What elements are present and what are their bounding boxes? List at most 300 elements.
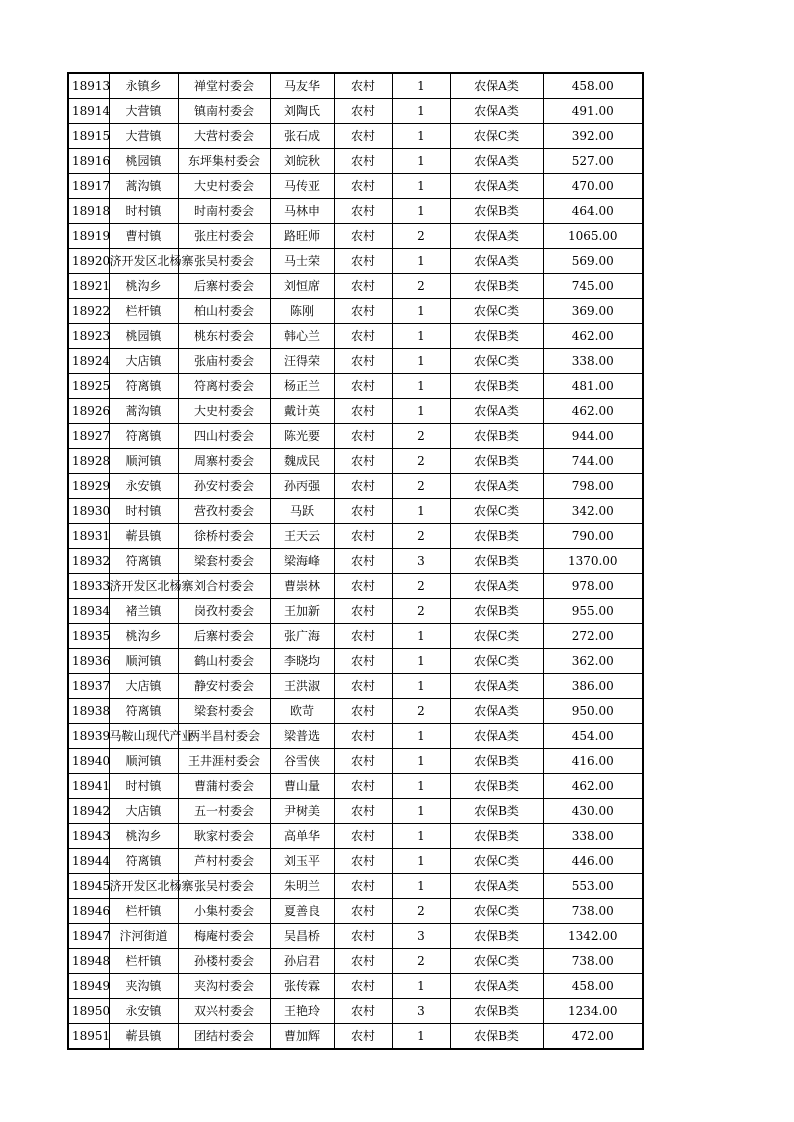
insurance-category-cell: 农保A类	[450, 674, 543, 699]
household-count-cell: 1	[392, 674, 450, 699]
town-cell: 济开发区北杨寨	[109, 874, 178, 899]
village-committee-cell: 芦村村委会	[178, 849, 270, 874]
name-cell: 王天云	[270, 524, 334, 549]
village-committee-cell: 徐桥村委会	[178, 524, 270, 549]
household-count-cell: 1	[392, 174, 450, 199]
household-count-cell: 1	[392, 249, 450, 274]
area-type-cell: 农村	[334, 149, 392, 174]
village-committee-cell: 岗孜村委会	[178, 599, 270, 624]
insurance-category-cell: 农保C类	[450, 349, 543, 374]
name-cell: 马林申	[270, 199, 334, 224]
table-row	[68, 149, 643, 174]
table-row	[68, 374, 643, 399]
name-cell: 王加新	[270, 599, 334, 624]
table-row	[68, 924, 643, 949]
table-row	[68, 899, 643, 924]
record-id-cell: 18942	[68, 799, 109, 824]
table-row	[68, 99, 643, 124]
table-row	[68, 499, 643, 524]
insurance-category-cell: 农保A类	[450, 974, 543, 999]
record-id-cell: 18915	[68, 124, 109, 149]
name-cell: 戴计英	[270, 399, 334, 424]
table-row	[68, 199, 643, 224]
amount-cell: 446.00	[543, 849, 643, 874]
record-id-cell: 18938	[68, 699, 109, 724]
household-count-cell: 1	[392, 399, 450, 424]
table-row	[68, 699, 643, 724]
name-cell: 陈刚	[270, 299, 334, 324]
insurance-category-cell: 农保B类	[450, 999, 543, 1024]
household-count-cell: 2	[392, 699, 450, 724]
town-cell: 济开发区北杨寨	[109, 249, 178, 274]
insurance-category-cell: 农保C类	[450, 624, 543, 649]
amount-cell: 491.00	[543, 99, 643, 124]
amount-cell: 944.00	[543, 424, 643, 449]
table-row	[68, 849, 643, 874]
town-cell: 桃沟乡	[109, 624, 178, 649]
area-type-cell: 农村	[334, 549, 392, 574]
record-id-cell: 18935	[68, 624, 109, 649]
area-type-cell: 农村	[334, 399, 392, 424]
household-count-cell: 1	[392, 73, 450, 99]
village-committee-cell: 柏山村委会	[178, 299, 270, 324]
record-id-cell: 18934	[68, 599, 109, 624]
record-id-cell: 18926	[68, 399, 109, 424]
area-type-cell: 农村	[334, 774, 392, 799]
village-committee-cell: 镇南村委会	[178, 99, 270, 124]
record-id-cell: 18937	[68, 674, 109, 699]
table-row	[68, 73, 643, 99]
town-cell: 桃园镇	[109, 149, 178, 174]
name-cell: 魏成民	[270, 449, 334, 474]
insurance-category-cell: 农保A类	[450, 724, 543, 749]
name-cell: 刘恒席	[270, 274, 334, 299]
table-row	[68, 649, 643, 674]
household-count-cell: 3	[392, 549, 450, 574]
amount-cell: 1370.00	[543, 549, 643, 574]
household-count-cell: 1	[392, 324, 450, 349]
amount-cell: 738.00	[543, 949, 643, 974]
area-type-cell: 农村	[334, 649, 392, 674]
amount-cell: 569.00	[543, 249, 643, 274]
insurance-category-cell: 农保B类	[450, 524, 543, 549]
insurance-category-cell: 农保B类	[450, 799, 543, 824]
area-type-cell: 农村	[334, 899, 392, 924]
name-cell: 杨正兰	[270, 374, 334, 399]
area-type-cell: 农村	[334, 924, 392, 949]
area-type-cell: 农村	[334, 174, 392, 199]
village-committee-cell: 两半昌村委会	[178, 724, 270, 749]
household-count-cell: 2	[392, 474, 450, 499]
insurance-category-cell: 农保A类	[450, 73, 543, 99]
table-row	[68, 249, 643, 274]
amount-cell: 790.00	[543, 524, 643, 549]
name-cell: 欧苛	[270, 699, 334, 724]
record-id-cell: 18913	[68, 73, 109, 99]
household-count-cell: 1	[392, 824, 450, 849]
name-cell: 马士荣	[270, 249, 334, 274]
name-cell: 张石成	[270, 124, 334, 149]
area-type-cell: 农村	[334, 224, 392, 249]
record-id-cell: 18917	[68, 174, 109, 199]
amount-cell: 553.00	[543, 874, 643, 899]
table-row	[68, 574, 643, 599]
town-cell: 马鞍山现代产业	[109, 724, 178, 749]
record-id-cell: 18924	[68, 349, 109, 374]
amount-cell: 458.00	[543, 974, 643, 999]
name-cell: 张传霖	[270, 974, 334, 999]
table-row	[68, 599, 643, 624]
village-committee-cell: 静安村委会	[178, 674, 270, 699]
village-committee-cell: 大史村委会	[178, 399, 270, 424]
table-body	[68, 73, 643, 1049]
amount-cell: 362.00	[543, 649, 643, 674]
amount-cell: 798.00	[543, 474, 643, 499]
village-committee-cell: 时南村委会	[178, 199, 270, 224]
area-type-cell: 农村	[334, 974, 392, 999]
amount-cell: 1234.00	[543, 999, 643, 1024]
area-type-cell: 农村	[334, 274, 392, 299]
record-id-cell: 18921	[68, 274, 109, 299]
household-count-cell: 1	[392, 149, 450, 174]
household-count-cell: 1	[392, 974, 450, 999]
name-cell: 梁普选	[270, 724, 334, 749]
name-cell: 马传亚	[270, 174, 334, 199]
household-count-cell: 1	[392, 874, 450, 899]
household-count-cell: 2	[392, 899, 450, 924]
town-cell: 蒿沟镇	[109, 174, 178, 199]
name-cell: 韩心兰	[270, 324, 334, 349]
insurance-category-cell: 农保B类	[450, 549, 543, 574]
area-type-cell: 农村	[334, 299, 392, 324]
amount-cell: 527.00	[543, 149, 643, 174]
name-cell: 马友华	[270, 73, 334, 99]
amount-cell: 472.00	[543, 1024, 643, 1050]
town-cell: 永安镇	[109, 474, 178, 499]
record-id-cell: 18943	[68, 824, 109, 849]
amount-cell: 272.00	[543, 624, 643, 649]
record-id-cell: 18947	[68, 924, 109, 949]
village-committee-cell: 王井涯村委会	[178, 749, 270, 774]
amount-cell: 955.00	[543, 599, 643, 624]
area-type-cell: 农村	[334, 724, 392, 749]
area-type-cell: 农村	[334, 524, 392, 549]
town-cell: 蒿沟镇	[109, 399, 178, 424]
amount-cell: 454.00	[543, 724, 643, 749]
record-id-cell: 18930	[68, 499, 109, 524]
record-id-cell: 18922	[68, 299, 109, 324]
town-cell: 顺河镇	[109, 749, 178, 774]
area-type-cell: 农村	[334, 99, 392, 124]
town-cell: 济开发区北杨寨	[109, 574, 178, 599]
village-committee-cell: 团结村委会	[178, 1024, 270, 1050]
amount-cell: 386.00	[543, 674, 643, 699]
amount-cell: 392.00	[543, 124, 643, 149]
table-row	[68, 674, 643, 699]
town-cell: 大营镇	[109, 99, 178, 124]
amount-cell: 462.00	[543, 774, 643, 799]
record-id-cell: 18946	[68, 899, 109, 924]
table-row	[68, 724, 643, 749]
name-cell: 夏善良	[270, 899, 334, 924]
table-row	[68, 774, 643, 799]
town-cell: 栏杆镇	[109, 299, 178, 324]
table-row	[68, 274, 643, 299]
town-cell: 大店镇	[109, 799, 178, 824]
insurance-category-cell: 农保B类	[450, 374, 543, 399]
record-id-cell: 18916	[68, 149, 109, 174]
table-row	[68, 824, 643, 849]
town-cell: 夹沟镇	[109, 974, 178, 999]
amount-cell: 369.00	[543, 299, 643, 324]
village-committee-cell: 四山村委会	[178, 424, 270, 449]
town-cell: 符离镇	[109, 374, 178, 399]
area-type-cell: 农村	[334, 624, 392, 649]
area-type-cell: 农村	[334, 349, 392, 374]
village-committee-cell: 梅庵村委会	[178, 924, 270, 949]
table-row	[68, 974, 643, 999]
village-committee-cell: 周寨村委会	[178, 449, 270, 474]
table-row	[68, 949, 643, 974]
insurance-category-cell: 农保A类	[450, 474, 543, 499]
town-cell: 时村镇	[109, 499, 178, 524]
area-type-cell: 农村	[334, 474, 392, 499]
town-cell: 符离镇	[109, 549, 178, 574]
insurance-category-cell: 农保A类	[450, 249, 543, 274]
table-row	[68, 749, 643, 774]
village-committee-cell: 孙楼村委会	[178, 949, 270, 974]
amount-cell: 481.00	[543, 374, 643, 399]
household-count-cell: 1	[392, 374, 450, 399]
name-cell: 刘玉平	[270, 849, 334, 874]
area-type-cell: 农村	[334, 374, 392, 399]
amount-cell: 1342.00	[543, 924, 643, 949]
record-id-cell: 18936	[68, 649, 109, 674]
village-committee-cell: 孙安村委会	[178, 474, 270, 499]
household-count-cell: 1	[392, 749, 450, 774]
record-id-cell: 18948	[68, 949, 109, 974]
household-count-cell: 1	[392, 649, 450, 674]
area-type-cell: 农村	[334, 249, 392, 274]
area-type-cell: 农村	[334, 749, 392, 774]
area-type-cell: 农村	[334, 324, 392, 349]
record-id-cell: 18932	[68, 549, 109, 574]
town-cell: 桃园镇	[109, 324, 178, 349]
name-cell: 马跃	[270, 499, 334, 524]
household-count-cell: 1	[392, 724, 450, 749]
town-cell: 褚兰镇	[109, 599, 178, 624]
insurance-category-cell: 农保B类	[450, 749, 543, 774]
record-id-cell: 18950	[68, 999, 109, 1024]
household-count-cell: 2	[392, 599, 450, 624]
area-type-cell: 农村	[334, 949, 392, 974]
town-cell: 桃沟乡	[109, 824, 178, 849]
insurance-category-cell: 农保A类	[450, 699, 543, 724]
amount-cell: 1065.00	[543, 224, 643, 249]
amount-cell: 338.00	[543, 824, 643, 849]
town-cell: 永安镇	[109, 999, 178, 1024]
amount-cell: 462.00	[543, 399, 643, 424]
village-committee-cell: 张庙村委会	[178, 349, 270, 374]
record-id-cell: 18933	[68, 574, 109, 599]
village-committee-cell: 夹沟村委会	[178, 974, 270, 999]
village-committee-cell: 双兴村委会	[178, 999, 270, 1024]
name-cell: 李晓均	[270, 649, 334, 674]
area-type-cell: 农村	[334, 799, 392, 824]
household-count-cell: 2	[392, 449, 450, 474]
amount-cell: 745.00	[543, 274, 643, 299]
town-cell: 汴河街道	[109, 924, 178, 949]
household-count-cell: 2	[392, 949, 450, 974]
table-row	[68, 349, 643, 374]
record-id-cell: 18945	[68, 874, 109, 899]
town-cell: 符离镇	[109, 849, 178, 874]
amount-cell: 462.00	[543, 324, 643, 349]
table-row	[68, 424, 643, 449]
town-cell: 大店镇	[109, 674, 178, 699]
name-cell: 梁海峰	[270, 549, 334, 574]
name-cell: 路旺师	[270, 224, 334, 249]
household-count-cell: 2	[392, 524, 450, 549]
table-row	[68, 324, 643, 349]
record-id-cell: 18949	[68, 974, 109, 999]
village-committee-cell: 营孜村委会	[178, 499, 270, 524]
town-cell: 顺河镇	[109, 449, 178, 474]
household-count-cell: 1	[392, 349, 450, 374]
village-committee-cell: 大史村委会	[178, 174, 270, 199]
record-id-cell: 18923	[68, 324, 109, 349]
town-cell: 时村镇	[109, 774, 178, 799]
village-committee-cell: 后寨村委会	[178, 624, 270, 649]
town-cell: 永镇乡	[109, 73, 178, 99]
insurance-category-cell: 农保C类	[450, 949, 543, 974]
name-cell: 王艳玲	[270, 999, 334, 1024]
record-id-cell: 18928	[68, 449, 109, 474]
table-row	[68, 799, 643, 824]
record-id-cell: 18914	[68, 99, 109, 124]
insurance-category-cell: 农保C类	[450, 499, 543, 524]
area-type-cell: 农村	[334, 999, 392, 1024]
record-id-cell: 18919	[68, 224, 109, 249]
household-count-cell: 2	[392, 424, 450, 449]
area-type-cell: 农村	[334, 849, 392, 874]
name-cell: 刘陶氏	[270, 99, 334, 124]
name-cell: 陈光要	[270, 424, 334, 449]
insurance-category-cell: 农保B类	[450, 449, 543, 474]
household-count-cell: 1	[392, 849, 450, 874]
amount-cell: 978.00	[543, 574, 643, 599]
village-committee-cell: 耿家村委会	[178, 824, 270, 849]
village-committee-cell: 梁套村委会	[178, 699, 270, 724]
name-cell: 汪得荣	[270, 349, 334, 374]
area-type-cell: 农村	[334, 1024, 392, 1050]
amount-cell: 338.00	[543, 349, 643, 374]
insurance-category-cell: 农保B类	[450, 599, 543, 624]
amount-cell: 470.00	[543, 174, 643, 199]
area-type-cell: 农村	[334, 124, 392, 149]
village-committee-cell: 张庄村委会	[178, 224, 270, 249]
area-type-cell: 农村	[334, 599, 392, 624]
insurance-category-cell: 农保B类	[450, 199, 543, 224]
household-count-cell: 2	[392, 574, 450, 599]
area-type-cell: 农村	[334, 424, 392, 449]
name-cell: 刘皖秋	[270, 149, 334, 174]
table-row	[68, 474, 643, 499]
village-committee-cell: 张吴村委会	[178, 249, 270, 274]
name-cell: 朱明兰	[270, 874, 334, 899]
village-committee-cell: 鹤山村委会	[178, 649, 270, 674]
insurance-category-cell: 农保C类	[450, 849, 543, 874]
record-id-cell: 18944	[68, 849, 109, 874]
name-cell: 曹崇林	[270, 574, 334, 599]
table-row	[68, 399, 643, 424]
town-cell: 栏杆镇	[109, 899, 178, 924]
household-count-cell: 1	[392, 774, 450, 799]
table-row	[68, 999, 643, 1024]
insurance-category-cell: 农保A类	[450, 574, 543, 599]
area-type-cell: 农村	[334, 824, 392, 849]
village-committee-cell: 五一村委会	[178, 799, 270, 824]
household-count-cell: 1	[392, 499, 450, 524]
table-row	[68, 449, 643, 474]
village-committee-cell: 大营村委会	[178, 124, 270, 149]
table-row	[68, 299, 643, 324]
household-count-cell: 2	[392, 224, 450, 249]
amount-cell: 738.00	[543, 899, 643, 924]
insurance-category-cell: 农保C类	[450, 124, 543, 149]
household-count-cell: 1	[392, 299, 450, 324]
amount-cell: 342.00	[543, 499, 643, 524]
town-cell: 栏杆镇	[109, 949, 178, 974]
village-committee-cell: 张吴村委会	[178, 874, 270, 899]
record-id-cell: 18941	[68, 774, 109, 799]
name-cell: 张广海	[270, 624, 334, 649]
village-committee-cell: 后寨村委会	[178, 274, 270, 299]
area-type-cell: 农村	[334, 449, 392, 474]
name-cell: 曹加辉	[270, 1024, 334, 1050]
insurance-category-cell: 农保B类	[450, 824, 543, 849]
name-cell: 孙丙强	[270, 474, 334, 499]
amount-cell: 950.00	[543, 699, 643, 724]
area-type-cell: 农村	[334, 499, 392, 524]
record-id-cell: 18927	[68, 424, 109, 449]
village-committee-cell: 刘合村委会	[178, 574, 270, 599]
record-id-cell: 18951	[68, 1024, 109, 1050]
town-cell: 桃沟乡	[109, 274, 178, 299]
household-count-cell: 1	[392, 99, 450, 124]
insurance-category-cell: 农保A类	[450, 149, 543, 174]
record-id-cell: 18920	[68, 249, 109, 274]
name-cell: 孙启君	[270, 949, 334, 974]
amount-cell: 416.00	[543, 749, 643, 774]
name-cell: 王洪淑	[270, 674, 334, 699]
table-row	[68, 549, 643, 574]
insurance-category-cell: 农保A类	[450, 224, 543, 249]
insurance-category-cell: 农保C类	[450, 299, 543, 324]
household-count-cell: 1	[392, 1024, 450, 1050]
household-count-cell: 1	[392, 124, 450, 149]
record-id-cell: 18940	[68, 749, 109, 774]
table-row	[68, 174, 643, 199]
insurance-category-cell: 农保B类	[450, 774, 543, 799]
household-count-cell: 2	[392, 274, 450, 299]
amount-cell: 458.00	[543, 73, 643, 99]
household-count-cell: 3	[392, 999, 450, 1024]
record-id-cell: 18918	[68, 199, 109, 224]
household-count-cell: 1	[392, 799, 450, 824]
village-committee-cell: 梁套村委会	[178, 549, 270, 574]
area-type-cell: 农村	[334, 574, 392, 599]
